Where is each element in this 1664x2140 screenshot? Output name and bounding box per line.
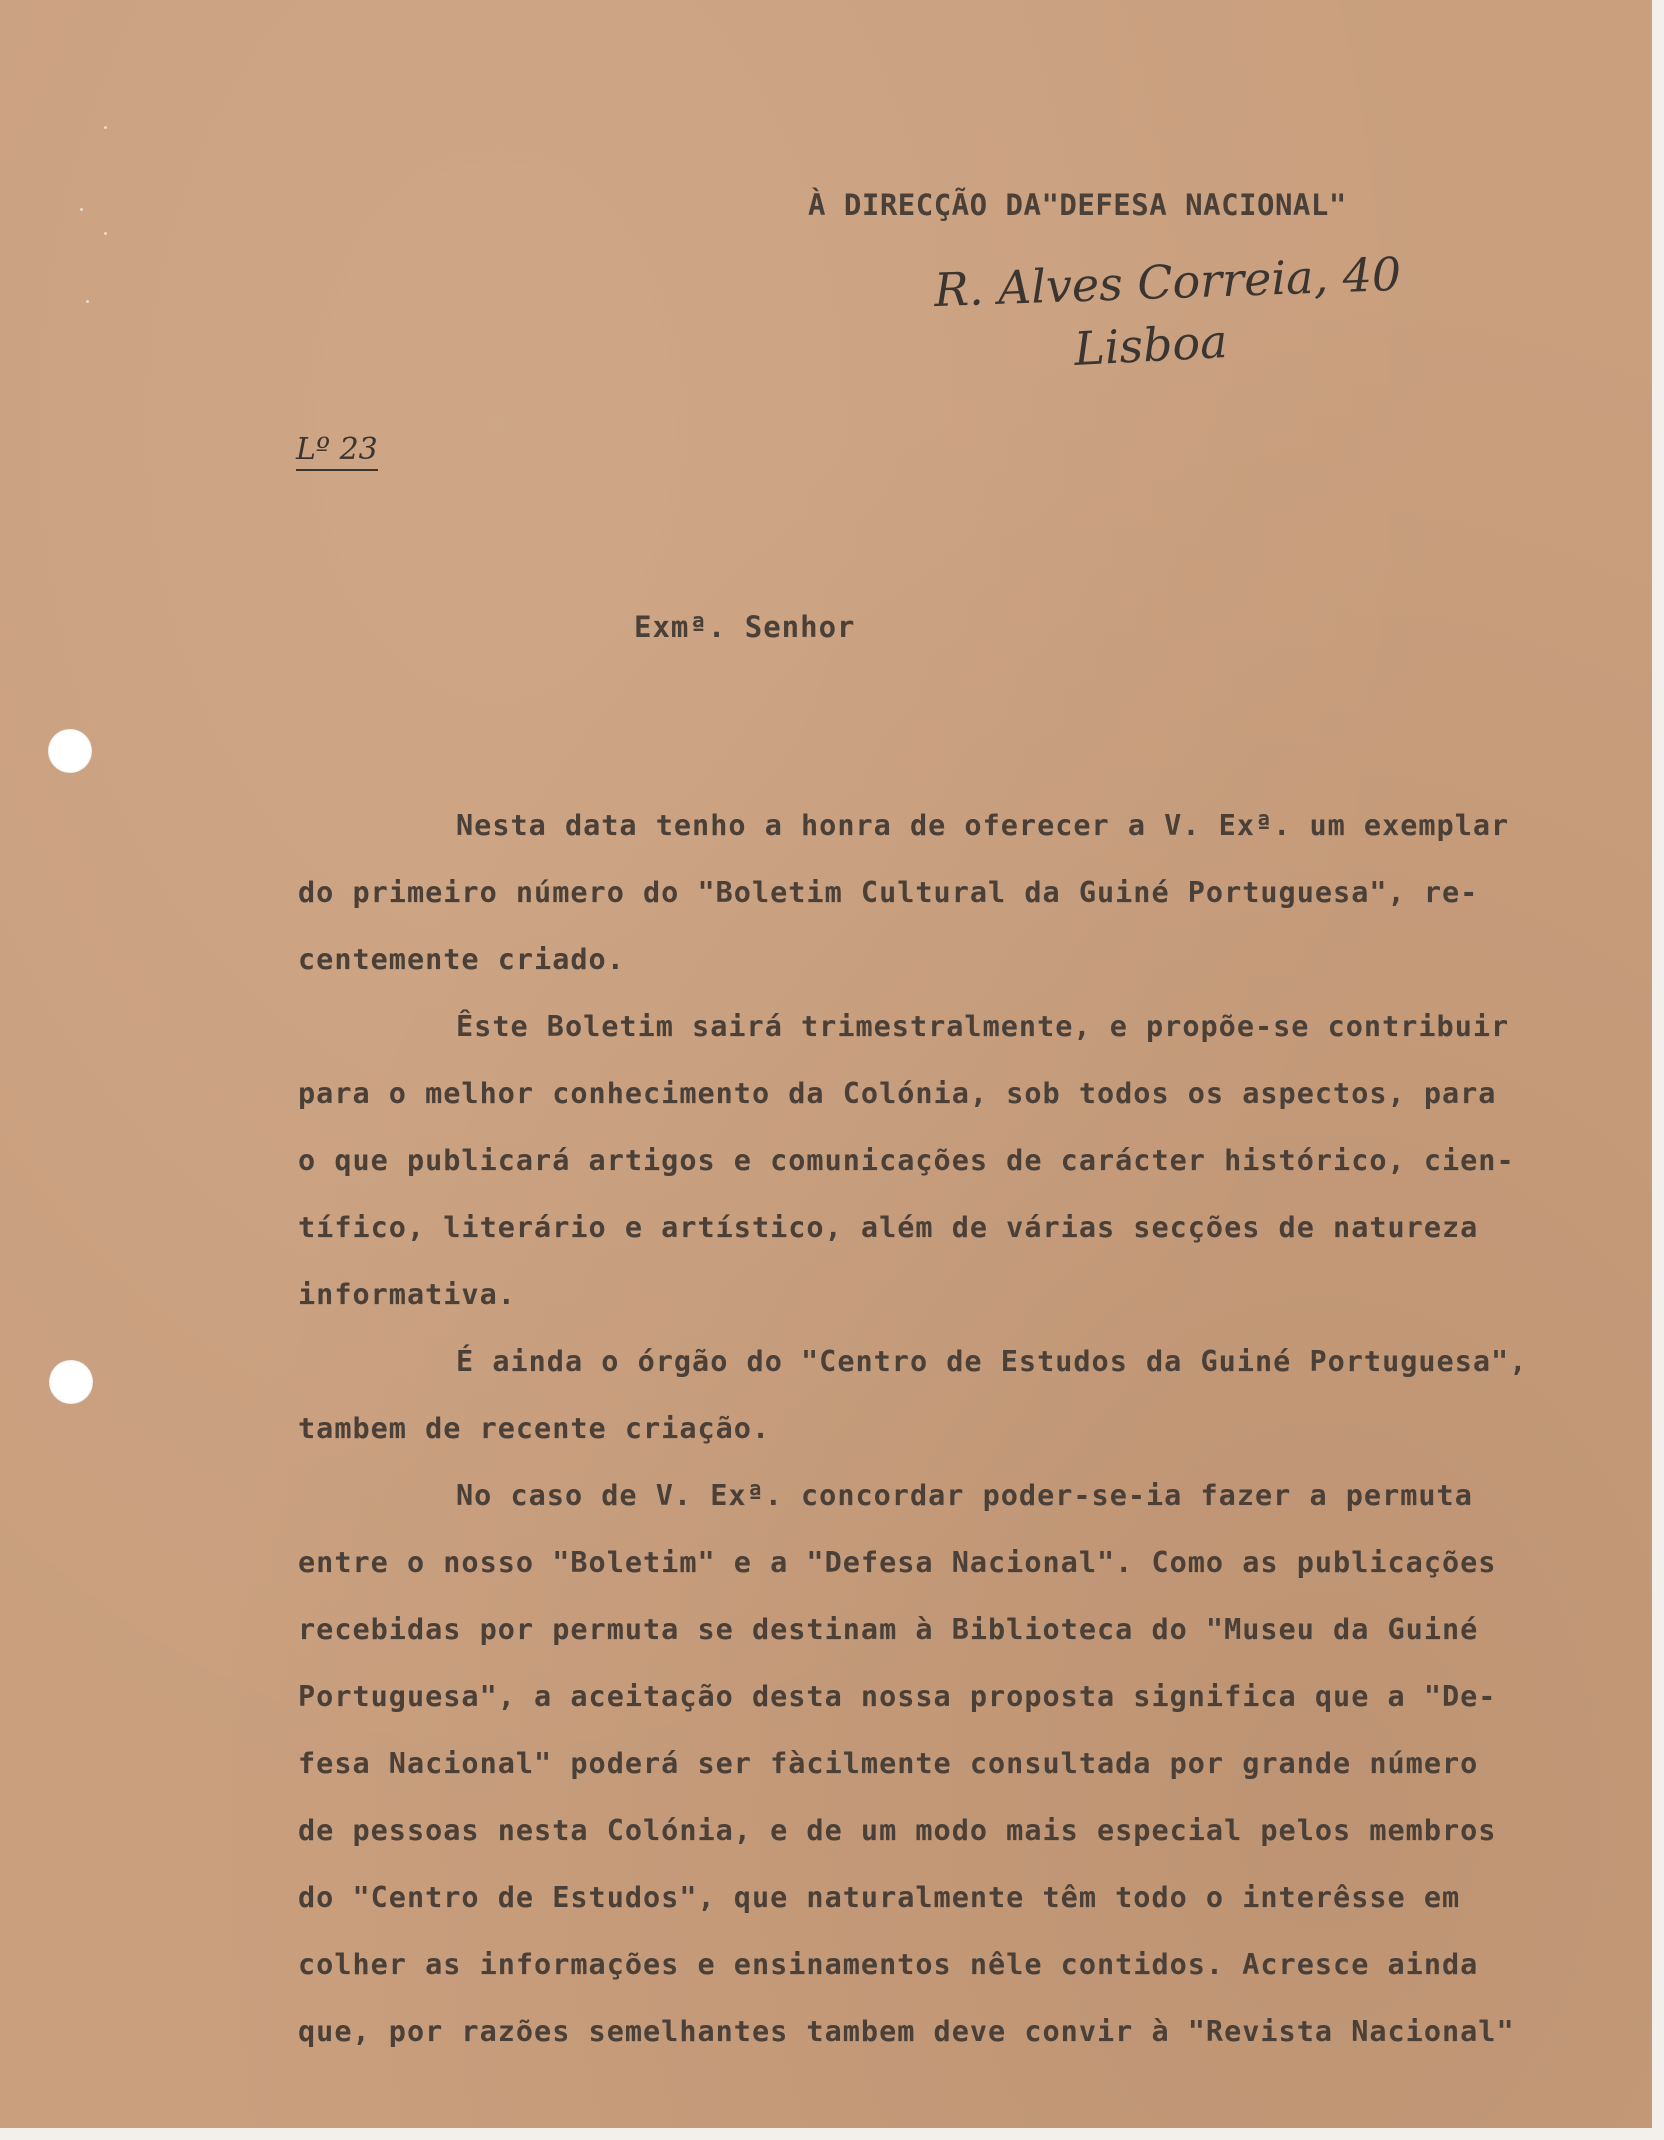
paper-speck — [104, 126, 107, 129]
body-line: colher as informações e ensinamentos nêle contidos. Acresce ainda — [298, 1948, 1479, 1981]
paper-speck — [104, 232, 107, 235]
handwritten-reference: Lº 23 — [296, 432, 378, 471]
salutation: Exmª. Senhor — [634, 610, 856, 644]
body-line: Portuguesa", a aceitação desta nossa proposta significa que a "De- — [298, 1680, 1497, 1713]
body-line: É ainda o órgão do "Centro de Estudos da Guiné Portuguesa", — [456, 1345, 1528, 1378]
body-line: entre o nosso "Boletim" e a "Defesa Nacional". Como as publicações — [298, 1546, 1497, 1579]
handwritten-address-street: R. Alves Correia, 40 — [933, 246, 1403, 318]
body-line: tífico, literário e artístico, além de várias secções de natureza — [298, 1211, 1479, 1244]
scan-margin-right — [1652, 0, 1664, 2140]
paper-speck — [86, 300, 89, 303]
body-line: do "Centro de Estudos", que naturalmente têm todo o interêsse em — [298, 1881, 1461, 1914]
scan-margin-bottom — [0, 2128, 1664, 2140]
body-line: Êste Boletim sairá trimestralmente, e propõe-se contribuir — [456, 1010, 1510, 1043]
punch-hole-upper — [48, 729, 92, 773]
body-line: o que publicará artigos e comunicações de carácter histórico, cien- — [298, 1144, 1515, 1177]
body-line: Nesta data tenho a honra de oferecer a V. Exª. um exemplar — [456, 809, 1510, 842]
recipient-heading: À DIRECÇÃO DA"DEFESA NACIONAL" — [808, 188, 1347, 222]
punch-hole-lower — [49, 1360, 93, 1404]
body-line: fesa Nacional" poderá ser fàcilmente consultada por grande número — [298, 1747, 1479, 1780]
paper-speck — [80, 208, 83, 211]
body-line: centemente criado. — [298, 943, 625, 976]
handwritten-address-city: Lisboa — [1072, 314, 1229, 376]
body-line: informativa. — [298, 1278, 516, 1311]
body-line: para o melhor conhecimento da Colónia, sob todos os aspectos, para — [298, 1077, 1497, 1110]
body-line: de pessoas nesta Colónia, e de um modo mais especial pelos membros — [298, 1814, 1497, 1847]
body-line: tambem de recente criação. — [298, 1412, 771, 1445]
body-line: recebidas por permuta se destinam à Biblioteca do "Museu da Guiné — [298, 1613, 1479, 1646]
body-line: do primeiro número do "Boletim Cultural da Guiné Portuguesa", re- — [298, 876, 1479, 909]
body-line: No caso de V. Exª. concordar poder-se-ia fazer a permuta — [456, 1479, 1473, 1512]
body-line: que, por razões semelhantes tambem deve convir à "Revista Nacional" — [298, 2015, 1515, 2048]
